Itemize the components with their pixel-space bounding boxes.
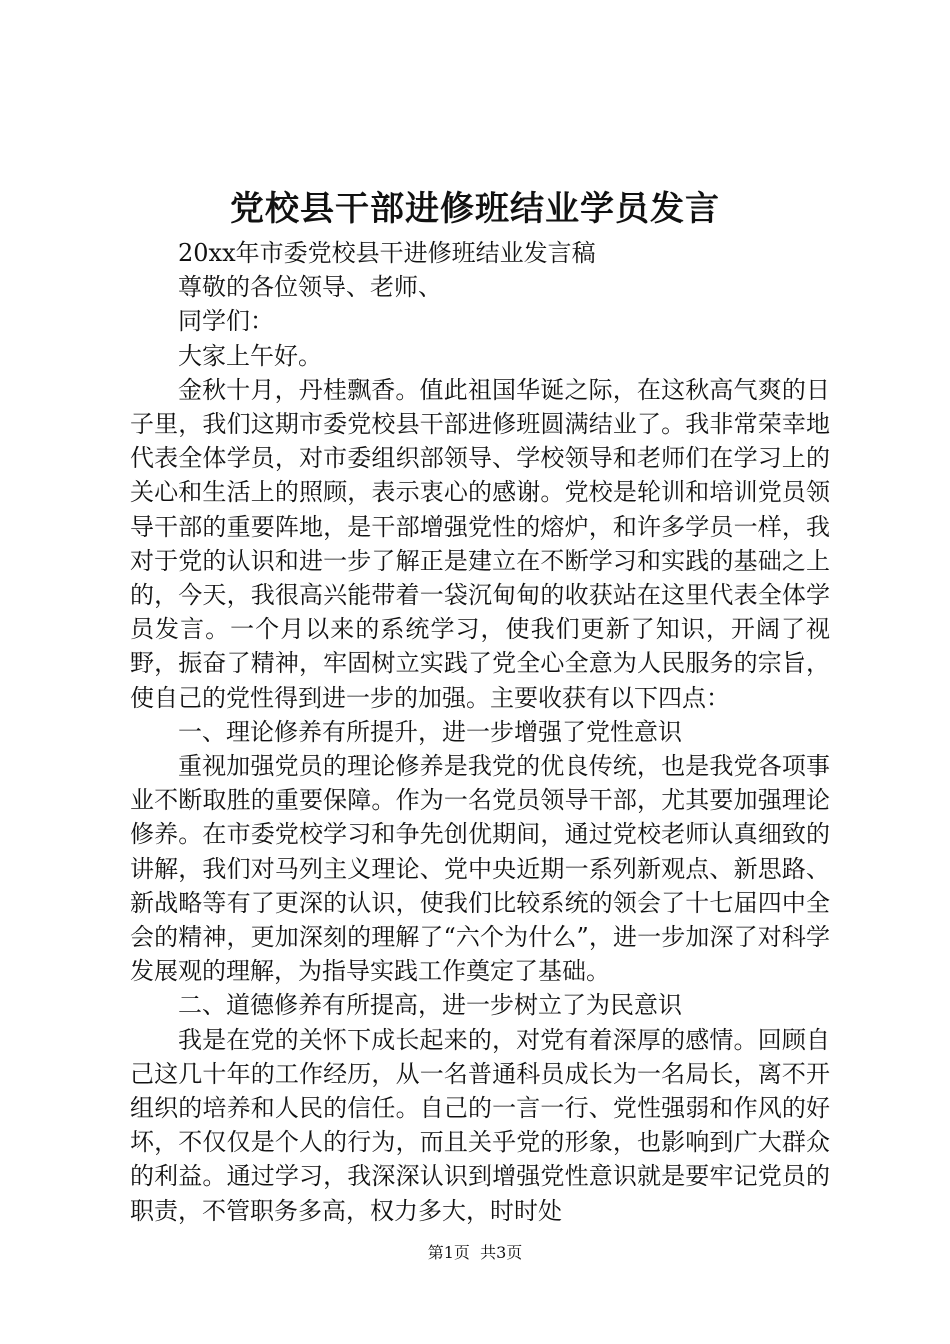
page-number: 第1页 bbox=[427, 1243, 470, 1262]
paragraph-intro: 金秋十月，丹桂飘香。值此祖国华诞之际，在这秋高气爽的日子里，我们这期市委党校县干部进修班圆满结业了。我非常荣幸地代表全体学员，对市委组织部领导、学校领导和老师们在学习上的关心和生活上的照顾，表示衷心的感谢。党校是轮训和培训党员领导干部的重要阵地，是干部增强党性的熔炉，和许多学员一样，我对于党的认识和进一步了解正是建立在不断学习和实践的基础之上的，今天，我很高兴能带着一袋沉甸甸的收获站在这里代表全体学员发言。一个月以来的系统学习，使我们更新了知识，开阔了视野，振奋了精神，牢固树立实践了党全心全意为人民服务的宗旨，使自己的党性得到进一步的加强。主要收获有以下四点： bbox=[130, 375, 830, 712]
page-total: 共3页 bbox=[480, 1243, 523, 1262]
paragraph-salutation-cont: 同学们： bbox=[178, 307, 274, 336]
document-body bbox=[130, 236, 830, 1228]
paragraph-greeting: 大家上午好。 bbox=[178, 341, 322, 370]
paragraph-subtitle: 20xx年市委党校县干进修班结业发言稿 bbox=[178, 239, 596, 267]
document-title: 党校县干部进修班结业学员发言 bbox=[230, 189, 720, 229]
section-heading-1: 一、理论修养有所提升，进一步增强了党性意识 bbox=[178, 717, 682, 746]
paragraph-salutation: 尊敬的各位领导、老师、 bbox=[178, 273, 442, 302]
page-footer bbox=[0, 1243, 950, 1263]
section-heading-2: 二、道德修养有所提高，进一步树立了为民意识 bbox=[178, 991, 682, 1020]
footer-gap bbox=[470, 1243, 480, 1262]
paragraph-section-1: 重视加强党员的理论修养是我党的优良传统，也是我党各项事业不断取胜的重要保障。作为一名党员领导干部，尤其要加强理论修养。在市委党校学习和争先创优期间，通过党校老师认真细致的讲解，我们对马列主义理论、党中央近期一系列新观点、新思路、新战略等有了更深的认识，使我们比较系统的领会了十七届四中全会的精神，更加深刻的理解了“六个为什么”，进一步加深了对科学发展观的理解，为指导实践工作奠定了基础。 bbox=[130, 752, 830, 986]
paragraph-section-2: 我是在党的关怀下成长起来的，对党有着深厚的感情。回顾自己这几十年的工作经历，从一名普通科员成长为一名局长，离不开组织的培养和人民的信任。自己的一言一行、党性强弱和作风的好坏，不仅仅是个人的行为，而且关乎党的形象，也影响到广大群众的利益。通过学习，我深深认识到增强党性意识就是要牢记党员的职责，不管职务多高，权力多大，时时处 bbox=[130, 1025, 830, 1225]
